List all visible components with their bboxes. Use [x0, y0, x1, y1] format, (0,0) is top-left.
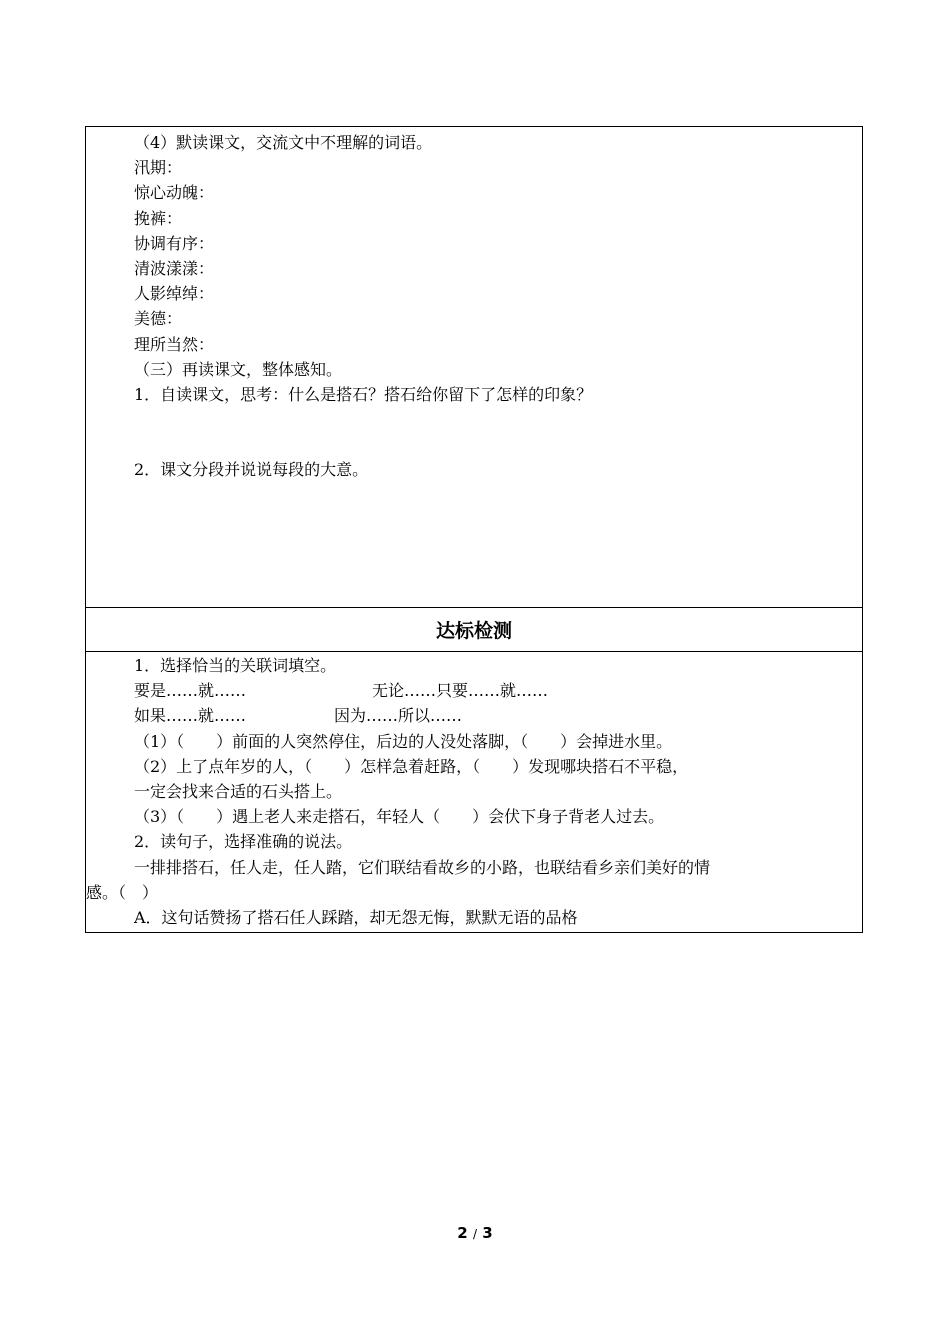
- exercise-item: （3）（ ）遇上老人来走搭石，年轻人（ ）会伏下身子背老人过去。: [134, 807, 665, 827]
- vocab-item: 惊心动魄：: [134, 183, 215, 203]
- exercise-1-title: 1．选择恰当的关联词填空。: [134, 656, 337, 675]
- exercise-section: [86, 652, 862, 932]
- options-row: [134, 678, 852, 703]
- vocab-item: 清波漾漾：: [134, 258, 215, 278]
- reading-section: [86, 127, 862, 608]
- option-pair: 无论……只要……就……: [372, 681, 549, 701]
- exercise-item: （1）（ ）前面的人突然停住，后边的人没处落脚，（ ）会掉进水里。: [134, 731, 673, 751]
- exercise-2-title: 2．读句子，选择准确的说法。: [134, 832, 353, 852]
- section-title-text: 达标检测: [435, 620, 512, 642]
- option-pair: 因为……所以……: [334, 706, 463, 726]
- quoted-sentence: 一排排搭石，任人走，任人踏，它们联结看故乡的小路，也联结看乡亲们美好的情: [134, 857, 711, 877]
- question-2: 2．课文分段并说说每段的大意。: [134, 460, 369, 480]
- vocab-item: 美德：: [134, 309, 183, 329]
- worksheet-table: [85, 126, 863, 933]
- current-page: 2: [457, 1224, 468, 1242]
- vocab-item: 汛期：: [134, 158, 183, 178]
- vocab-item: 理所当然：: [134, 334, 215, 354]
- option-pair: 要是……就……: [134, 681, 247, 701]
- section-heading: （三）再读课文，整体感知。: [134, 359, 343, 379]
- exercise-item-continuation: 一定会找来合适的石头搭上。: [134, 781, 343, 801]
- quoted-sentence-continuation: 感。（ ）: [86, 882, 159, 902]
- vocab-item: 人影绰绰：: [134, 284, 215, 304]
- total-pages: 3: [482, 1224, 493, 1242]
- option-pair: 如果……就……: [134, 706, 247, 726]
- section-title: [86, 608, 862, 652]
- vocab-item: 挽裤：: [134, 208, 183, 228]
- task-line: （4）默读课文，交流文中不理解的词语。: [134, 133, 433, 152]
- exercise-item: （2）上了点年岁的人，（ ）怎样急着赶路，（ ）发现哪块搭石不平稳，: [134, 756, 689, 776]
- options-row: [134, 703, 852, 728]
- answer-space: [134, 407, 852, 457]
- choice-a: A．这句话赞扬了搭石任人踩踏，却无怨无悔，默默无语的品格: [134, 907, 578, 927]
- page-separator: /: [472, 1227, 478, 1241]
- vocab-item: 协调有序：: [134, 233, 215, 253]
- question-1: 1．自读课文，思考：什么是搭石？搭石给你留下了怎样的印象？: [134, 384, 593, 404]
- page-number: [0, 1224, 950, 1242]
